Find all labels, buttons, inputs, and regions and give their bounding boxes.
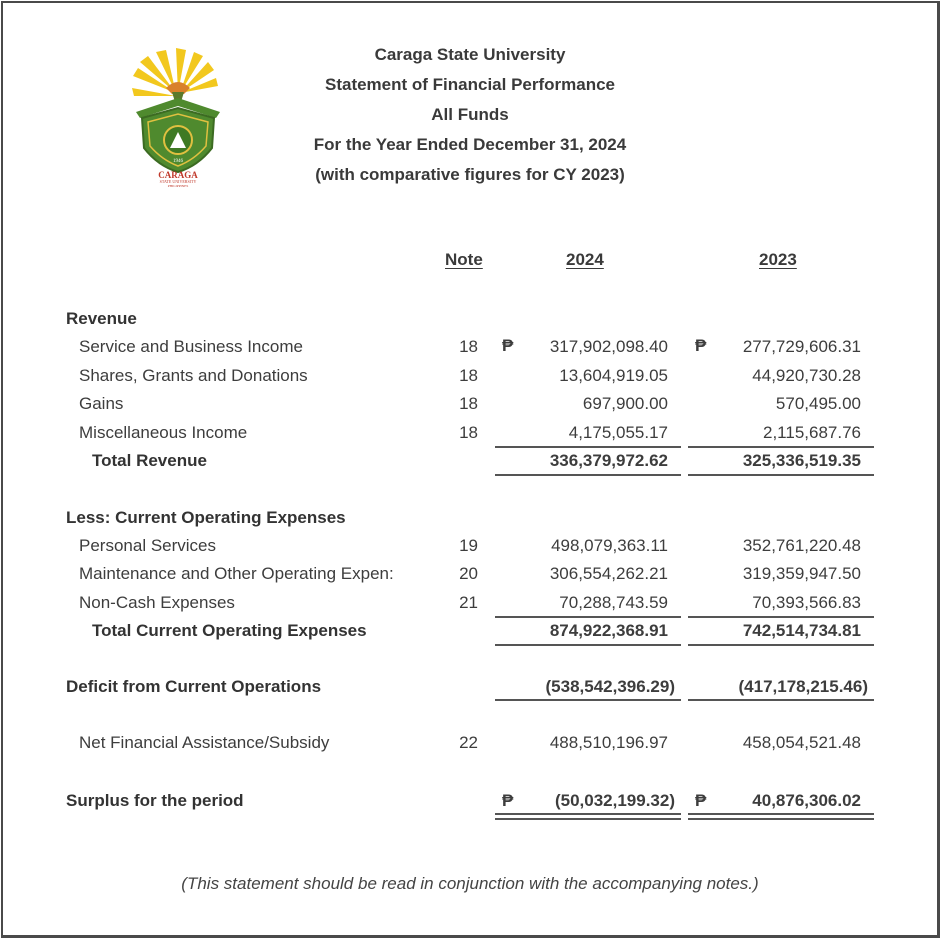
total-expenses-2023: 742,514,734.81 [742, 621, 861, 640]
funds-label: All Funds [431, 105, 509, 124]
total-revenue-2024: 336,379,972.62 [549, 451, 668, 470]
total-rule [688, 644, 874, 646]
svg-text:PHILIPPINES: PHILIPPINES [167, 184, 189, 188]
revenue-item-2024: 317,902,098.40 [549, 337, 668, 356]
subsidy-note: 22 [459, 733, 478, 752]
revenue-item-note: 18 [459, 337, 478, 356]
total-expenses-label: Total Current Operating Expenses [92, 621, 367, 640]
deficit-2023: (417,178,215.46) [738, 677, 868, 696]
surplus-2023: 40,876,306.02 [752, 791, 861, 810]
expense-item-2023: 70,393,566.83 [752, 593, 861, 612]
deficit-2024: (538,542,396.29) [545, 677, 675, 696]
total-revenue-label: Total Revenue [92, 451, 207, 470]
expense-item-2023: 352,761,220.48 [742, 536, 861, 555]
expense-item-2023: 319,359,947.50 [742, 564, 861, 583]
statement-title [260, 40, 680, 190]
statement-name: Statement of Financial Performance [324, 75, 616, 94]
subsidy-2024: 488,510,196.97 [549, 733, 668, 752]
total-rule [688, 699, 874, 701]
expense-item-label: Personal Services [79, 536, 217, 555]
expense-item-2024: 498,079,363.11 [551, 536, 668, 555]
column-header-note: Note [445, 250, 483, 269]
comparative-label: (with comparative figures for CY 2023) [315, 165, 625, 184]
total-rule [688, 474, 874, 476]
revenue-item-2023: 277,729,606.31 [742, 337, 861, 356]
column-header-2024: 2024 [566, 250, 604, 269]
revenue-item-2023: 2,115,687.76 [763, 423, 861, 442]
revenue-item-label: Miscellaneous Income [79, 423, 248, 442]
total-rule [495, 699, 681, 701]
svg-text:STATE UNIVERSITY: STATE UNIVERSITY [159, 179, 197, 184]
footer-note: (This statement should be read in conjunction with the accompanying notes.) [181, 874, 759, 893]
revenue-item-2024: 4,175,055.17 [568, 423, 668, 442]
expense-item-label: Maintenance and Other Operating Expen: [79, 564, 394, 583]
university-logo [128, 48, 228, 188]
peso-sign-icon: ₱ [695, 791, 707, 810]
revenue-item-2023: 570,495.00 [775, 394, 861, 413]
double-rule [688, 813, 874, 820]
expense-item-note: 20 [459, 564, 478, 583]
revenue-item-2024: 13,604,919.05 [559, 366, 668, 385]
peso-sign-icon: ₱ [695, 336, 707, 355]
column-header-2023: 2023 [759, 250, 797, 269]
revenue-item-2024: 697,900.00 [582, 394, 668, 413]
total-rule [495, 474, 681, 476]
expense-item-2024: 70,288,743.59 [559, 593, 668, 612]
peso-sign-icon: ₱ [502, 336, 514, 355]
subtotal-rule [688, 446, 874, 448]
double-rule [495, 813, 681, 820]
revenue-item-label: Gains [79, 394, 124, 413]
revenue-item-label: Shares, Grants and Donations [79, 366, 308, 385]
total-rule [495, 644, 681, 646]
subsidy-2023: 458,054,521.48 [742, 733, 861, 752]
expense-item-note: 21 [459, 593, 478, 612]
expense-item-2024: 306,554,262.21 [549, 564, 668, 583]
svg-text:CARAGA: CARAGA [158, 170, 198, 180]
surplus-2024: (50,032,199.32) [554, 791, 675, 810]
revenue-heading: Revenue [66, 309, 137, 328]
peso-sign-icon: ₱ [502, 791, 514, 810]
subsidy-label: Net Financial Assistance/Subsidy [79, 733, 330, 752]
total-expenses-2024: 874,922,368.91 [549, 621, 668, 640]
subtotal-rule [495, 446, 681, 448]
subtotal-rule [495, 616, 681, 618]
expense-item-note: 19 [459, 536, 478, 555]
revenue-item-note: 18 [459, 366, 478, 385]
expense-item-label: Non-Cash Expenses [79, 593, 235, 612]
svg-text:1946: 1946 [173, 159, 183, 164]
surplus-label: Surplus for the period [66, 791, 244, 810]
total-revenue-2023: 325,336,519.35 [742, 451, 861, 470]
institution-name: Caraga State University [374, 45, 566, 64]
expenses-heading: Less: Current Operating Expenses [66, 508, 346, 527]
revenue-item-note: 18 [459, 423, 478, 442]
deficit-label: Deficit from Current Operations [66, 677, 322, 696]
revenue-item-note: 18 [459, 394, 478, 413]
subtotal-rule [688, 616, 874, 618]
period-label: For the Year Ended December 31, 2024 [313, 135, 627, 154]
revenue-item-2023: 44,920,730.28 [752, 366, 861, 385]
revenue-item-label: Service and Business Income [79, 337, 303, 356]
